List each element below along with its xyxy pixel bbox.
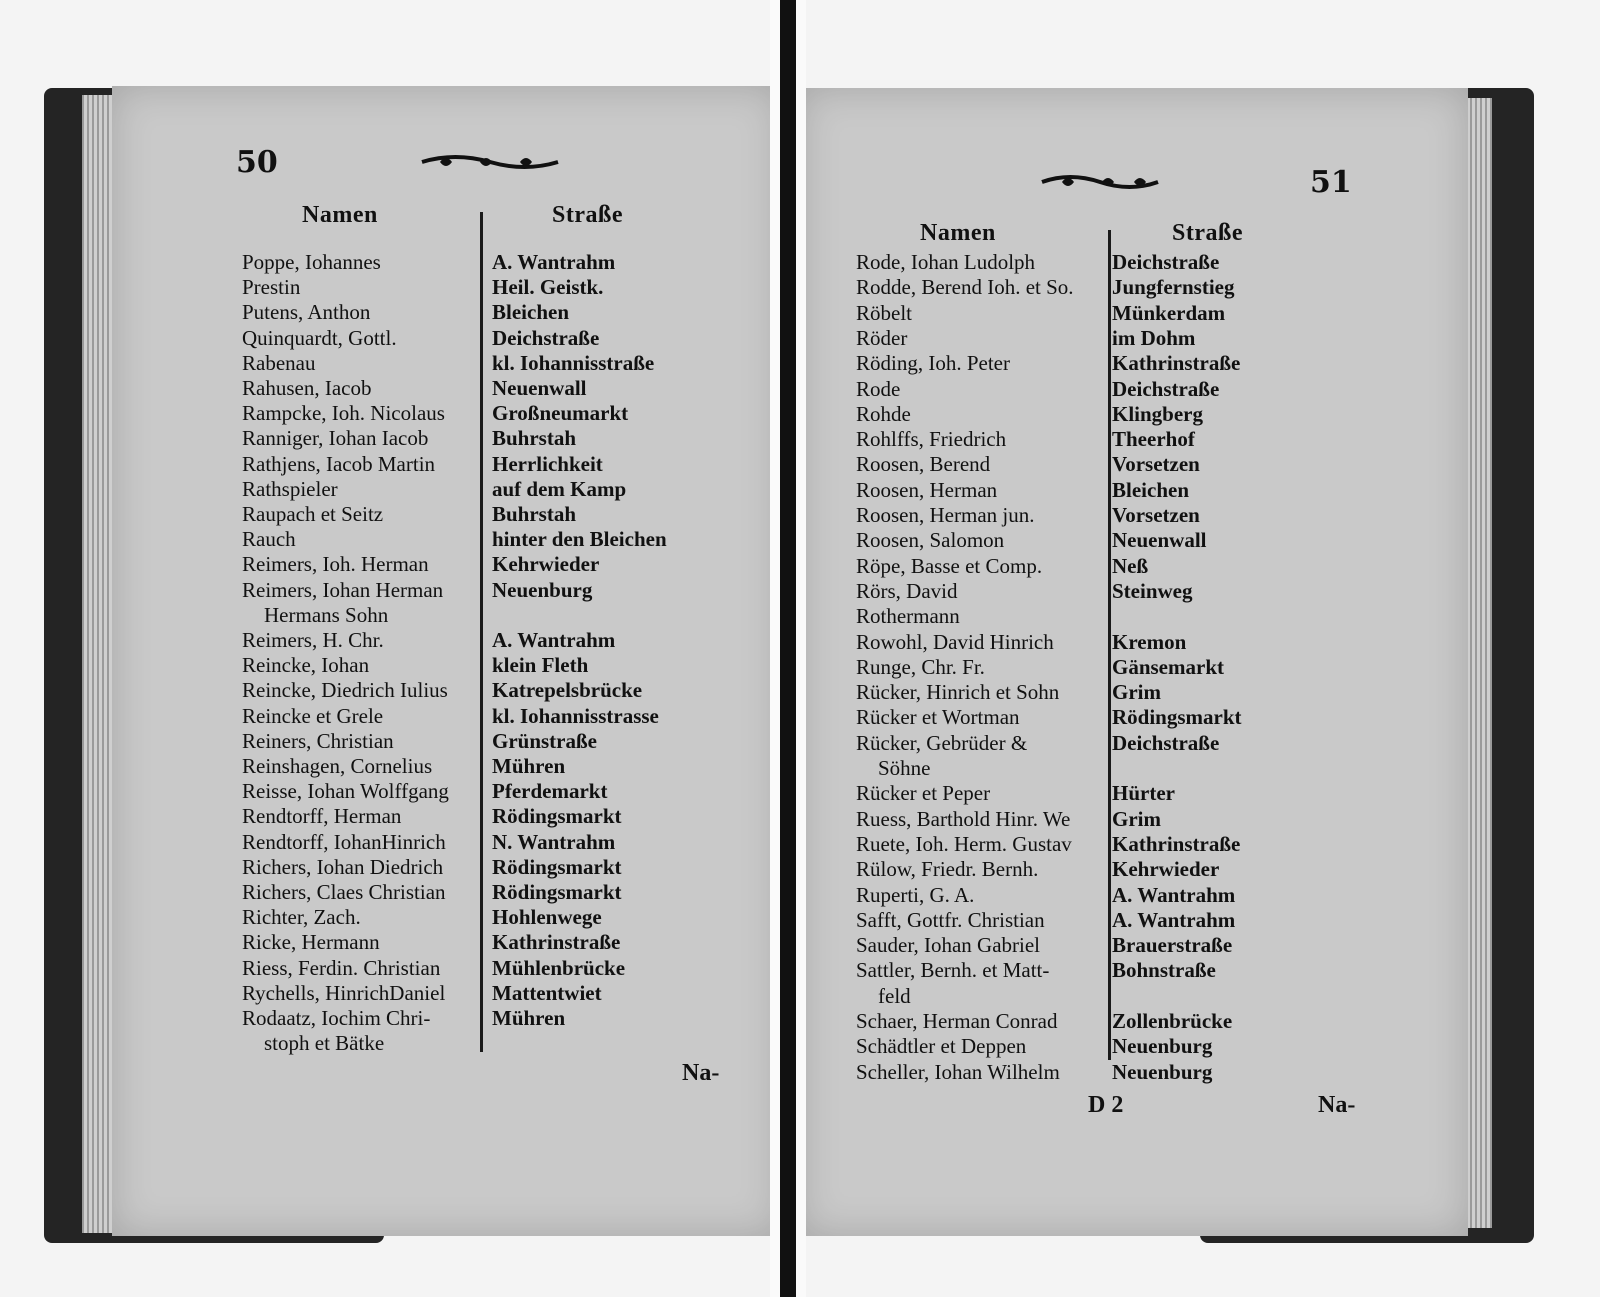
- entry-street: Rödingsmarkt: [492, 804, 622, 829]
- entry-name: Reimers, Ioh. Herman: [242, 552, 429, 577]
- entry-name: Reinshagen, Cornelius: [242, 754, 433, 778]
- entry-name: Rendtorff, IohanHinrich: [242, 829, 446, 854]
- entry-name: Prestin: [242, 275, 301, 300]
- entry-street: Deichstraße: [1112, 376, 1220, 401]
- entry-name: Quinquardt, Gottl.: [242, 325, 397, 350]
- entry-name: Rode, Iohan Ludolph: [856, 250, 1036, 274]
- entry-street: hinter den Bleichen: [492, 527, 667, 552]
- entry-street: Buhrstah: [492, 502, 577, 526]
- entry-name: Röder: [856, 325, 908, 350]
- entry-street: Hohlenwege: [492, 905, 602, 930]
- entry-name: Rabenau: [242, 350, 316, 375]
- entry-street: Vorsetzen: [1112, 503, 1200, 527]
- entry-street: Rödingsmarkt: [492, 880, 622, 904]
- entry-name: Rohlffs, Friedrich: [856, 427, 1007, 452]
- entry-name: Röpe, Basse et Comp.: [856, 553, 1043, 578]
- entry-name: Ricke, Hermann: [242, 930, 380, 955]
- entry-name: Roosen, Herman jun.: [856, 503, 1035, 527]
- entry-name: Sauder, Iohan Gabriel: [856, 933, 1041, 958]
- column-rule-left: [480, 212, 483, 1052]
- entry-name: Richers, Claes Christian: [242, 880, 446, 904]
- entry-street: Grünstraße: [492, 728, 597, 753]
- entry-name: Rohde: [856, 401, 911, 426]
- entry-name: Ruperti, G. A.: [856, 882, 975, 907]
- entry-name: Ruete, Ioh. Herm. Gustav: [856, 831, 1072, 856]
- entry-name: Rücker et Wortman: [856, 705, 1020, 730]
- entry-street: Kremon: [1112, 629, 1187, 654]
- entry-name: Reincke, Iohan: [242, 653, 370, 678]
- entry-street: Zollenbrücke: [1112, 1009, 1233, 1033]
- entry-name: Rülow, Friedr. Bernh.: [856, 857, 1039, 882]
- entry-street: Neuenwall: [1112, 528, 1207, 553]
- ornament-left: [420, 150, 560, 172]
- entry-name: Safft, Gottfr. Christian: [856, 907, 1045, 932]
- entry-name: Richers, Iohan Diedrich: [242, 854, 444, 879]
- entry-street: Kehrwieder: [1112, 857, 1220, 882]
- column-header-street-left: Straße: [552, 202, 623, 228]
- entry-street: Theerhof: [1112, 427, 1195, 452]
- entry-name: Riess, Ferdin. Christian: [242, 955, 441, 980]
- entry-name: Ruess, Barthold Hinr. We: [856, 806, 1071, 831]
- entry-street: Brauerstraße: [1112, 933, 1233, 958]
- entry-street: Mattentwiet: [492, 980, 602, 1005]
- entry-street: Großneumarkt: [492, 401, 629, 426]
- entry-name: Reimers, Iohan Herman: [242, 577, 444, 602]
- entry-street: Steinweg: [1112, 578, 1193, 603]
- entry-name: Schaer, Herman Conrad: [856, 1009, 1058, 1033]
- entry-street: A. Wantrahm: [1112, 882, 1236, 907]
- column-rule-right: [1108, 230, 1111, 1060]
- entry-name: stoph et Bätke: [264, 1031, 385, 1056]
- entry-street: Neuenburg: [1112, 1059, 1213, 1084]
- entry-street: Vorsetzen: [1112, 452, 1200, 477]
- entry-name: Reiners, Christian: [242, 728, 394, 753]
- entry-name: Rendtorff, Herman: [242, 804, 402, 829]
- entry-street: Neuenburg: [492, 577, 593, 602]
- entry-street: Grim: [1112, 806, 1161, 831]
- entry-street: Rödingsmarkt: [1112, 705, 1242, 730]
- entry-street: N. Wantrahm: [492, 829, 616, 854]
- entry-name: Söhne: [878, 756, 931, 780]
- entry-name: Poppe, Iohannes: [242, 250, 381, 274]
- entry-street: kl. Iohannisstrasse: [492, 703, 659, 728]
- entry-name: Roosen, Salomon: [856, 528, 1005, 553]
- entry-name: Ranniger, Iohan Iacob: [242, 426, 429, 451]
- entry-name: Rörs, David: [856, 578, 958, 603]
- left-page: [112, 86, 780, 1236]
- catchword-right: Na-: [1318, 1092, 1356, 1118]
- entry-name: Rodde, Berend Ioh. et So.: [856, 275, 1074, 300]
- entry-name: Rowohl, David Hinrich: [856, 629, 1054, 654]
- catchword-left: Na-: [682, 1060, 720, 1086]
- entry-name: Schädtler et Deppen: [856, 1034, 1027, 1059]
- entry-street: kl. Iohannisstraße: [492, 350, 655, 375]
- entry-street: klein Fleth: [492, 653, 589, 678]
- entry-street: Hürter: [1112, 781, 1175, 806]
- entry-street: Mühlenbrücke: [492, 955, 626, 980]
- entry-street: auf dem Kamp: [492, 476, 627, 501]
- entry-street: Kathrinstraße: [1112, 831, 1241, 856]
- entry-name: Rampcke, Ioh. Nicolaus: [242, 401, 445, 426]
- entry-name: Röding, Ioh. Peter: [856, 351, 1010, 376]
- column-header-names-right: Namen: [920, 220, 996, 246]
- entry-name: Raupach et Seitz: [242, 502, 384, 526]
- entry-street: Bohnstraße: [1112, 958, 1216, 983]
- entry-street: Buhrstah: [492, 426, 577, 451]
- entry-name: Röbelt: [856, 300, 912, 325]
- entry-name: Reincke, Diedrich Iulius: [242, 678, 448, 703]
- entry-street: Gänsemarkt: [1112, 654, 1224, 679]
- entry-street: Deichstraße: [1112, 730, 1220, 755]
- entry-name: Rodaatz, Iochim Chri-: [242, 1006, 431, 1030]
- entry-street: Klingberg: [1112, 401, 1204, 426]
- entry-name: Rathspieler: [242, 476, 338, 501]
- signature-mark: D 2: [1088, 1092, 1124, 1118]
- entry-street: A. Wantrahm: [1112, 907, 1236, 932]
- entry-street: Mühren: [492, 754, 566, 778]
- entry-street: Bleichen: [1112, 477, 1189, 502]
- entry-street: Mühren: [492, 1006, 566, 1030]
- entry-street: Herrlichkeit: [492, 451, 603, 476]
- entry-street: Pferdemarkt: [492, 779, 608, 804]
- entry-name: Reisse, Iohan Wolffgang: [242, 779, 449, 804]
- entry-street: A. Wantrahm: [492, 250, 616, 274]
- entry-street: Kathrinstraße: [492, 930, 621, 955]
- entry-name: Runge, Chr. Fr.: [856, 654, 985, 679]
- entry-name: Rücker et Peper: [856, 781, 991, 806]
- entry-name: feld: [878, 983, 911, 1008]
- column-header-names-left: Namen: [302, 202, 378, 228]
- entry-name: Rücker, Gebrüder &: [856, 730, 1028, 755]
- entry-street: Neuenwall: [492, 376, 587, 400]
- column-header-street-right: Straße: [1172, 220, 1243, 246]
- entry-name: Hermans Sohn: [264, 602, 389, 627]
- entry-name: Rathjens, Iacob Martin: [242, 451, 436, 476]
- entry-street: Neuenburg: [1112, 1034, 1213, 1059]
- entry-name: Putens, Anthon: [242, 300, 371, 325]
- entry-street: Neß: [1112, 553, 1149, 578]
- entry-street: Kathrinstraße: [1112, 351, 1241, 376]
- entry-name: Rychells, HinrichDaniel: [242, 980, 446, 1005]
- entry-street: A. Wantrahm: [492, 628, 616, 652]
- entry-street: Deichstraße: [1112, 250, 1220, 274]
- entry-name: Rahusen, Iacob: [242, 376, 372, 400]
- entry-street: Jungfernstieg: [1112, 275, 1235, 300]
- entry-name: Rothermann: [856, 604, 960, 629]
- entry-street: Münkerdam: [1112, 300, 1226, 325]
- entry-name: Roosen, Berend: [856, 452, 991, 477]
- entry-name: Roosen, Herman: [856, 477, 998, 502]
- page-number-right: 51: [1310, 165, 1352, 200]
- page-number-left: 50: [236, 145, 278, 180]
- entry-name: Rauch: [242, 527, 296, 552]
- entry-street: Katrepelsbrücke: [492, 678, 643, 703]
- entry-street: im Dohm: [1112, 325, 1196, 350]
- entry-street: Deichstraße: [492, 325, 600, 350]
- entry-name: Sattler, Bernh. et Matt-: [856, 958, 1050, 983]
- entry-name: Richter, Zach.: [242, 905, 361, 930]
- entry-name: Rücker, Hinrich et Sohn: [856, 680, 1060, 705]
- entry-name: Scheller, Iohan Wilhelm: [856, 1059, 1060, 1084]
- ornament-right: [1040, 170, 1160, 192]
- entry-street: Heil. Geistk.: [492, 275, 604, 300]
- book-gutter: [770, 0, 806, 1297]
- entry-name: Reimers, H. Chr.: [242, 628, 384, 652]
- entry-street: Grim: [1112, 680, 1161, 705]
- entry-name: Reincke et Grele: [242, 703, 384, 728]
- entry-street: Kehrwieder: [492, 552, 600, 577]
- entry-street: Rödingsmarkt: [492, 854, 622, 879]
- entry-name: Rode: [856, 376, 901, 401]
- entry-street: Bleichen: [492, 300, 569, 325]
